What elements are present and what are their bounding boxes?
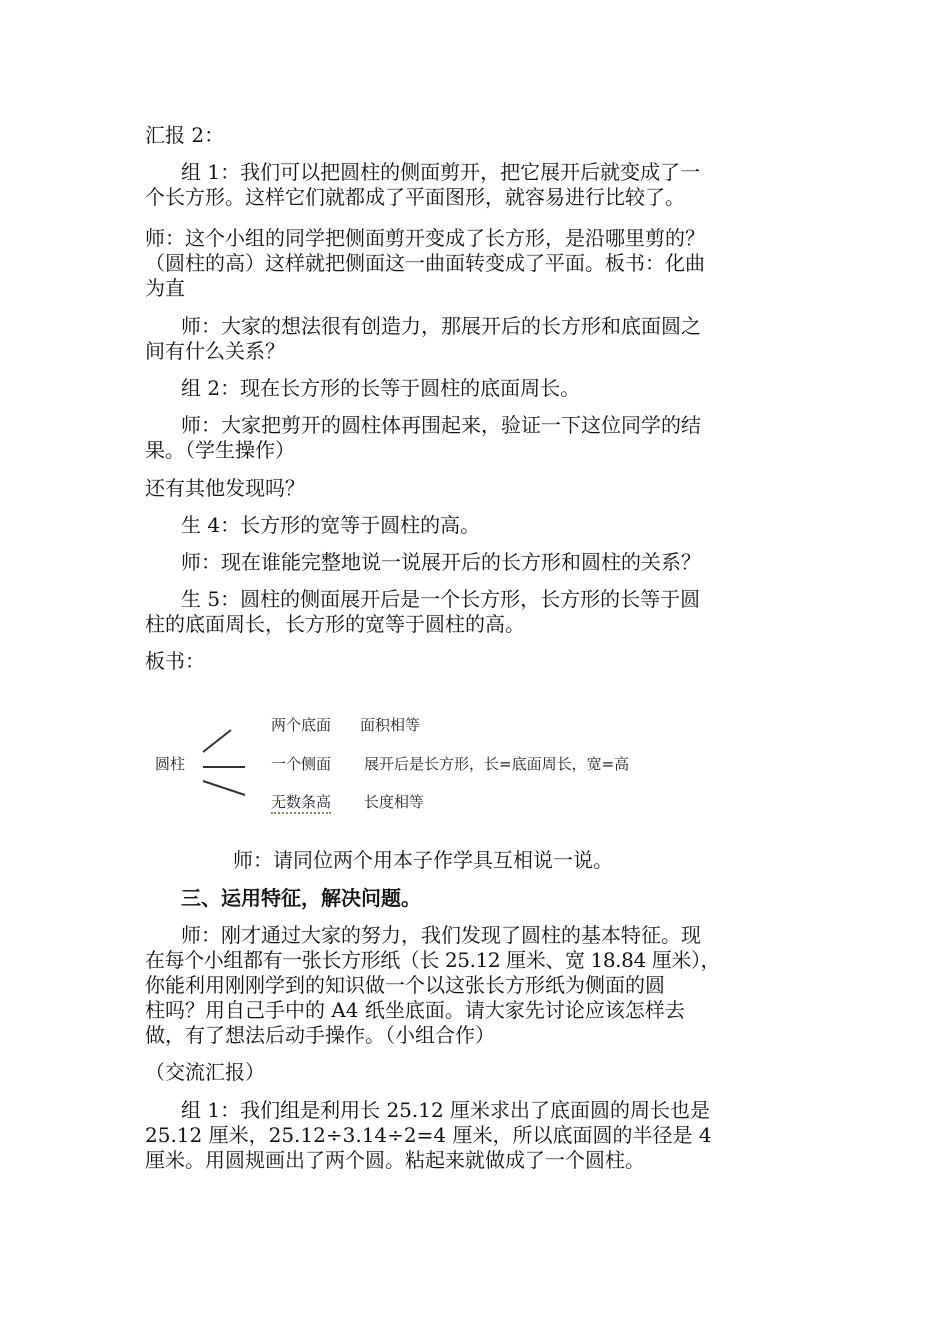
paragraph: 还有其他发现吗？ (145, 476, 305, 500)
diagram-root: 圆柱 (155, 755, 186, 773)
paragraph: 果。（学生操作） (145, 438, 295, 462)
paragraph: 柱的底面周长，长方形的宽等于圆柱的高。 (145, 612, 525, 636)
paragraph: 师：刚才通过大家的努力，我们发现了圆柱的基本特征。现 (181, 923, 701, 947)
paragraph: 师：请同位两个用本子作学具互相说一说。 (233, 848, 613, 872)
paragraph: 间有什么关系？ (145, 339, 285, 363)
paragraph: 师：现在谁能完整地说一说展开后的长方形和圆柱的关系？ (181, 550, 701, 574)
diagram-part: 两个底面 (271, 716, 332, 734)
paragraph: 生 4：长方形的宽等于圆柱的高。 (181, 513, 481, 537)
paragraph: 组 2：现在长方形的长等于圆柱的底面周长。 (181, 376, 581, 400)
report-heading: 汇报 2： (145, 123, 225, 147)
diagram-part: 一个侧面 (271, 755, 332, 773)
paragraph: 师：大家把剪开的圆柱体再围起来，验证一下这位同学的结 (181, 413, 701, 437)
paragraph: 你能利用刚刚学到的知识做一个以这张长方形纸为侧面的圆 (145, 973, 665, 997)
paragraph: 厘米。用圆规画出了两个圆。粘起来就做成了一个圆柱。 (145, 1148, 645, 1172)
paragraph: （圆柱的高）这样就把侧面这一曲面转变成了平面。板书：化曲 (145, 251, 705, 275)
paragraph: 25.12 厘米，25.12÷3.14÷2=4 厘米，所以底面圆的半径是 4 (145, 1123, 712, 1147)
board-diagram (145, 700, 705, 830)
paragraph: 做，有了想法后动手操作。（小组合作） (145, 1023, 495, 1047)
paragraph: 师：这个小组的同学把侧面剪开变成了长方形，是沿哪里剪的？ (145, 226, 705, 250)
paragraph: （交流汇报） (145, 1060, 265, 1084)
paragraph: 师：大家的想法很有创造力，那展开后的长方形和底面圆之 (181, 314, 701, 338)
paragraph: 在每个小组都有一张长方形纸（长 25.12 厘米、宽 18.84 厘米）， (145, 948, 721, 972)
paragraph: 个长方形。这样它们就都成了平面图形，就容易进行比较了。 (145, 185, 685, 209)
branch-line-top (203, 730, 231, 752)
paragraph: 组 1：我们组是利用长 25.12 厘米求出了底面圆的周长也是 (181, 1098, 711, 1122)
paragraph: 组 1：我们可以把圆柱的侧面剪开，把它展开后就变成了一 (181, 160, 701, 184)
paragraph: 柱吗？用自己手中的 A4 纸坐底面。请大家先讨论应该怎样去 (145, 998, 685, 1022)
section-heading: 三、运用特征，解决问题。 (181, 886, 421, 910)
paragraph: 为直 (145, 276, 185, 300)
diagram-part: 无数条高 (271, 791, 331, 814)
diagram-feature: 面积相等 (360, 716, 421, 734)
board-label: 板书： (145, 649, 205, 673)
diagram-feature: 展开后是长方形，长=底面周长，宽=高 (364, 755, 630, 773)
paragraph: 生 5：圆柱的侧面展开后是一个长方形，长方形的长等于圆 (181, 587, 701, 611)
branch-line-bottom (203, 781, 245, 795)
diagram-feature: 长度相等 (364, 793, 425, 811)
